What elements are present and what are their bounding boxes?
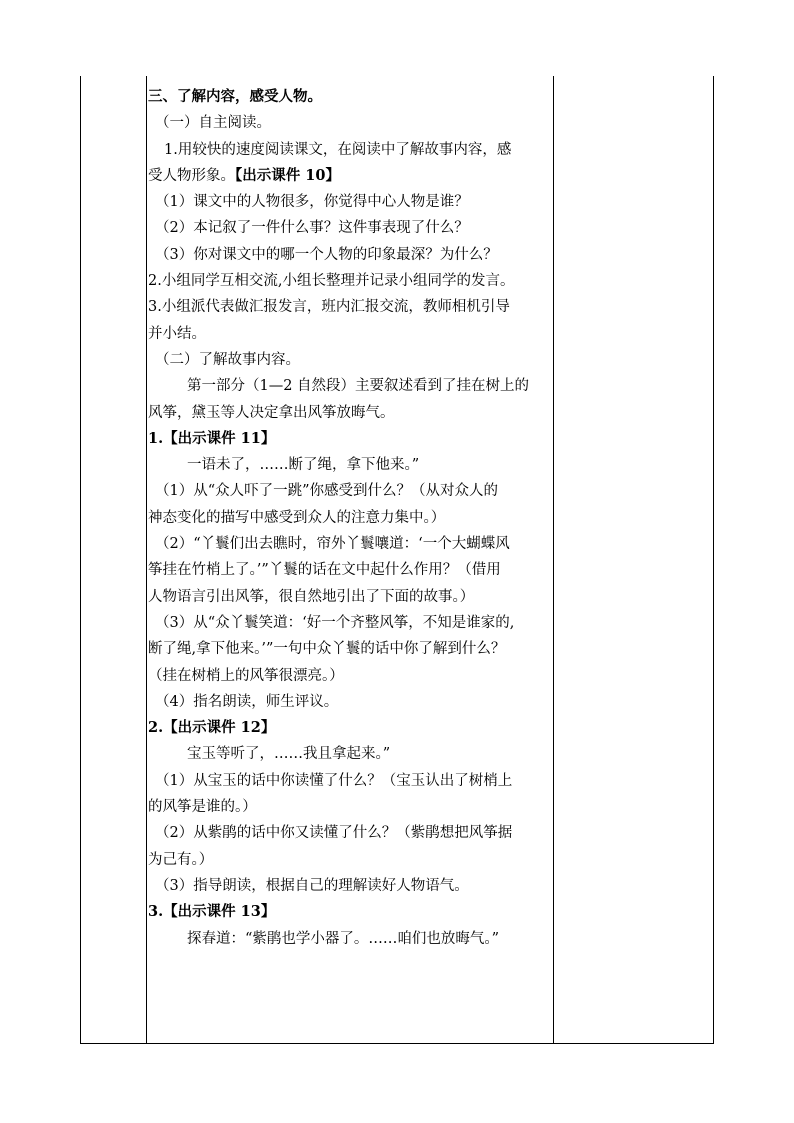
lesson-table [80, 76, 714, 1044]
text-line: 宝玉等听了，……我且拿起来。” [187, 746, 391, 763]
text-line: 3.【出示课件 13】 [148, 903, 276, 921]
table-border-right [713, 76, 714, 1044]
text-line: （4）指名朗读，师生评议。 [155, 693, 339, 710]
text-line: （3）从“众丫鬟笑道：‘好一个齐整风筝，不知是谁家的, [155, 614, 515, 631]
text-line-bold: 【出示课件 10】 [235, 166, 340, 184]
text-line: （二）了解故事内容。 [155, 351, 300, 368]
text-line: 3.小组派代表做汇报发言，班内汇报交流，教师相机引导 [148, 299, 510, 316]
text-line: 一语未了，……断了绳，拿下他来。” [187, 457, 420, 474]
text-line: 人物语言引出风筝，很自然地引出了下面的故事。） [148, 588, 475, 605]
text-line: 1.【出示课件 11】 [148, 429, 276, 447]
text-line: 第一部分（1—2 自然段）主要叙述看到了挂在树上的 [187, 378, 530, 395]
text-line: 风筝，黛玉等人决定拿出风筝放晦气。 [148, 404, 395, 421]
text-line: （1）从“众人吓了一跳”你感受到什么？（从对众人的 [155, 483, 499, 500]
text-line: （2）从紫鹃的话中你又读懂了什么？（紫鹃想把风筝据 [155, 825, 513, 842]
text-line-plain: 受人物形象。 [148, 167, 235, 184]
text-line: （1）从宝玉的话中你读懂了什么？（宝玉认出了树梢上 [155, 772, 513, 789]
text-line: （3）你对课文中的哪一个人物的印象最深？为什么？ [155, 246, 498, 263]
text-line: （1）课文中的人物很多，你觉得中心人物是谁？ [155, 194, 469, 211]
text-line: （一）自主阅读。 [155, 115, 271, 132]
text-line: 的风筝是谁的。） [148, 799, 257, 816]
text-line: 并小结。 [148, 325, 206, 342]
text-line: 三、了解内容，感受人物。 [148, 88, 322, 105]
text-line: （挂在树梢上的风筝很漂亮。） [148, 667, 344, 684]
table-border-bottom [80, 1043, 714, 1044]
lesson-content-cell [148, 84, 554, 952]
text-line: 神态变化的描写中感受到众人的注意力集中。） [148, 509, 446, 526]
text-line: 2.【出示课件 12】 [148, 719, 276, 737]
table-border-col1 [146, 76, 147, 1044]
text-line: 为己有。） [148, 851, 214, 868]
text-line: （2）“丫鬟们出去瞧时，帘外丫鬟嚷道：‘一个大蝴蝶风 [155, 536, 510, 553]
table-border-left [80, 76, 81, 1044]
text-line: 筝挂在竹梢上了。’”丫鬟的话在文中起什么作用？（借用 [148, 562, 501, 579]
text-line: （3）指导朗读，根据自己的理解读好人物语气。 [155, 877, 469, 894]
text-line [148, 163, 554, 189]
text-line: （2）本记叙了一件什么事？这件事表现了什么？ [155, 220, 469, 237]
text-line: 1.用较快的速度阅读课文，在阅读中了解故事内容，感 [164, 141, 512, 158]
text-line: 断了绳,拿下他来。’”一句中众丫鬟的话中你了解到什么？ [148, 641, 506, 658]
text-line: 2.小组同学互相交流,小组长整理并记录小组同学的发言。 [148, 273, 515, 290]
text-line: 探春道：“紫鹃也学小器了。……咱们也放晦气。” [187, 930, 500, 947]
